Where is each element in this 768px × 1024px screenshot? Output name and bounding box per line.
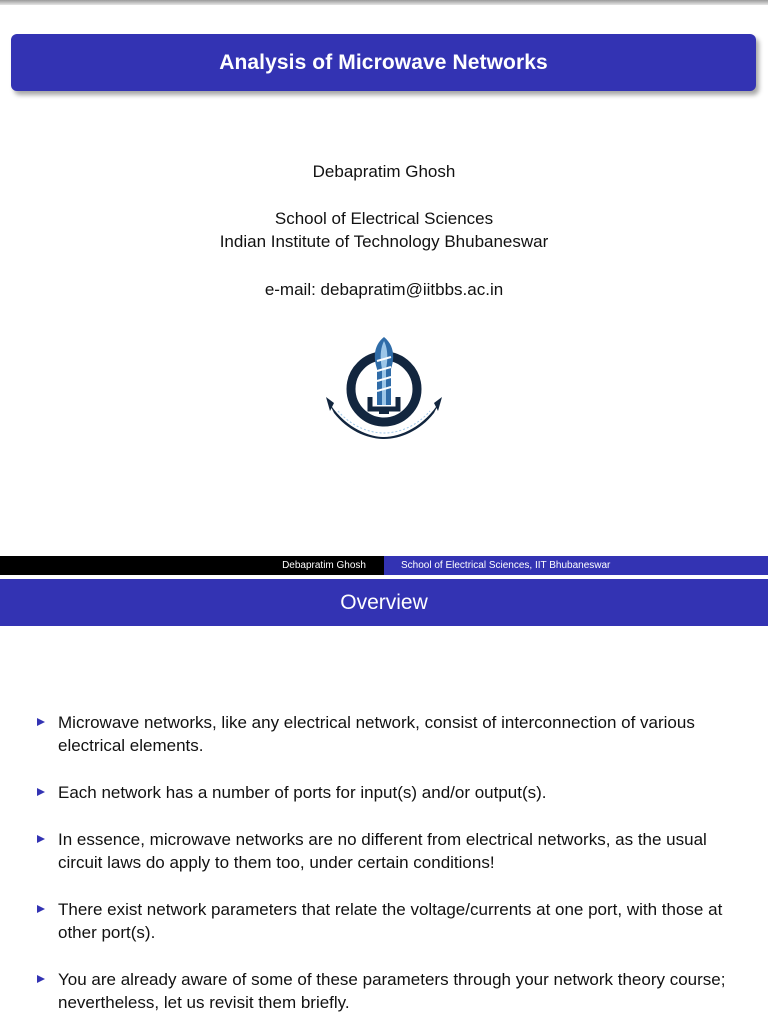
bullet-list	[36, 711, 746, 1024]
triangle-bullet-icon	[37, 905, 45, 913]
triangle-bullet-icon	[37, 975, 45, 983]
list-item	[36, 828, 746, 874]
title-slide	[0, 5, 768, 556]
bullet-text: Microwave networks, like any electrical network, consist of interconnection of various electrical elements.	[58, 713, 695, 755]
bullet-text: There exist network parameters that relate the voltage/currents at one port, with those at other port(s).	[58, 900, 723, 942]
affiliation-institute: Indian Institute of Technology Bhubaneswar	[219, 232, 549, 251]
triangle-bullet-icon	[37, 835, 45, 843]
list-item	[36, 968, 746, 1014]
frame-title: Overview	[340, 590, 428, 614]
bullet-text: Each network has a number of ports for input(s) and/or output(s).	[58, 783, 547, 802]
slide-footer	[0, 556, 768, 575]
list-item	[36, 711, 746, 757]
presentation-title: Analysis of Microwave Networks	[219, 50, 548, 74]
frame-title-bar	[0, 579, 768, 626]
footer-institute-text: School of Electrical Sciences, IIT Bhubaneswar	[401, 560, 611, 571]
author-name: Debapratim Ghosh	[312, 162, 456, 181]
author-email: e-mail: debapratim@iitbbs.ac.in	[264, 280, 504, 299]
iit-bhubaneswar-logo-icon	[324, 331, 444, 443]
footer-author	[0, 556, 384, 575]
list-item	[36, 781, 746, 804]
overview-slide	[0, 575, 768, 1024]
footer-institute	[384, 556, 768, 575]
list-item	[36, 898, 746, 944]
triangle-bullet-icon	[37, 788, 45, 796]
bullet-text: You are already aware of some of these parameters through your network theory course; nevertheless, let us revisit them briefly.	[58, 970, 726, 1012]
triangle-bullet-icon	[37, 718, 45, 726]
footer-author-text: Debapratim Ghosh	[282, 560, 366, 571]
affiliation-school: School of Electrical Sciences	[274, 209, 494, 228]
title-box	[11, 34, 756, 91]
bullet-text: In essence, microwave networks are no different from electrical networks, as the usual circuit laws do apply to them too, under certain conditions!	[58, 830, 707, 872]
